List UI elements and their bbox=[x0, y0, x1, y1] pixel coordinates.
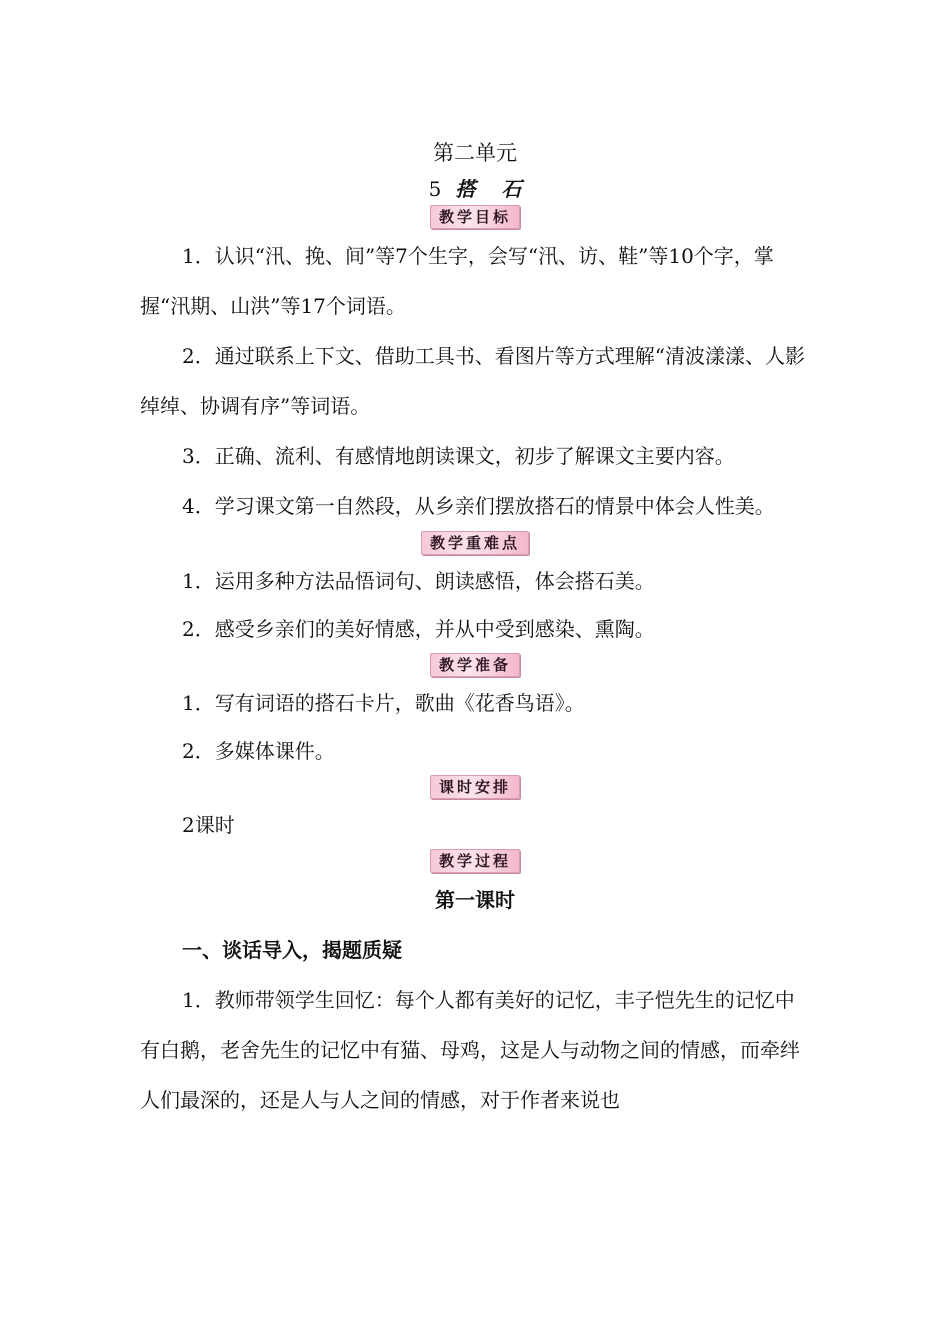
lesson-title bbox=[140, 173, 810, 205]
goal-item-2: 2．通过联系上下文、借助工具书、看图片等方式理解“清波漾漾、人影绰绰、协调有序”等词语。 bbox=[140, 344, 805, 418]
period-title: 第一课时 bbox=[435, 888, 515, 912]
goal-item-1: 1．认识“汛、挽、间”等7个生字，会写“汛、访、鞋”等10个字，掌握“汛期、山洪”等17个词语。 bbox=[140, 244, 774, 318]
lesson-title-char-2: 石 bbox=[501, 177, 522, 201]
goals-badge-row bbox=[140, 205, 810, 231]
preparation-item-2: 2．多媒体课件。 bbox=[182, 739, 335, 763]
document-content bbox=[140, 133, 810, 1125]
key-points-badge: 教学重难点 bbox=[421, 531, 529, 555]
process-badge-row bbox=[140, 849, 810, 875]
schedule-text: 2课时 bbox=[182, 813, 235, 837]
lesson-title-char-1: 搭 bbox=[455, 177, 476, 201]
schedule-badge: 课时安排 bbox=[430, 775, 520, 799]
key-points-badge-row bbox=[140, 531, 810, 557]
goal-item-4: 4．学习课文第一自然段，从乡亲们摆放搭石的情景中体会人性美。 bbox=[182, 494, 775, 518]
schedule-badge-row bbox=[140, 775, 810, 801]
lesson-number: 5 bbox=[428, 177, 442, 201]
preparation-badge-row bbox=[140, 653, 810, 679]
step-1-text: 1．教师带领学生回忆：每个人都有美好的记忆，丰子恺先生的记忆中有白鹅，老舍先生的记忆中有猫、母鸡，这是人与动物之间的情感，而牵绊人们最深的，还是人与人之间的情感，对于作者来说也 bbox=[140, 988, 800, 1112]
key-point-item-2: 2．感受乡亲们的美好情感，并从中受到感染、熏陶。 bbox=[182, 617, 655, 641]
step-1-title: 一、谈话导入，揭题质疑 bbox=[182, 938, 402, 962]
unit-title: 第二单元 bbox=[433, 141, 517, 165]
goals-badge: 教学目标 bbox=[430, 205, 520, 229]
process-badge: 教学过程 bbox=[430, 849, 520, 873]
key-point-item-1: 1．运用多种方法品悟词句、朗读感悟，体会搭石美。 bbox=[182, 569, 655, 593]
goal-item-3: 3．正确、流利、有感情地朗读课文，初步了解课文主要内容。 bbox=[182, 444, 735, 468]
preparation-item-1: 1．写有词语的搭石卡片，歌曲《花香鸟语》。 bbox=[182, 691, 585, 715]
preparation-badge: 教学准备 bbox=[430, 653, 520, 677]
